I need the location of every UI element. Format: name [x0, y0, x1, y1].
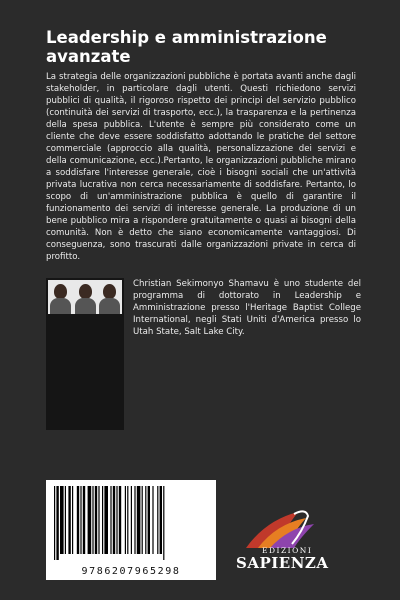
- author-portrait: [73, 280, 98, 314]
- author-photo: [46, 278, 124, 430]
- author-portrait: [97, 280, 122, 314]
- author-portrait-strip: [48, 280, 122, 314]
- publisher-name: SAPIENZA: [236, 554, 329, 572]
- barcode-bars: [52, 486, 210, 560]
- isbn-barcode: [46, 480, 216, 580]
- back-cover-blurb: La strategia delle organizzazioni pubbliche è portata avanti anche dagli stakeholder, in particolare dagli utenti. Questi richiedono servizi pubblici di qualità, il rigoroso rispetto dei principi del servizio pubblico (continuità dei servizi di trasporto, ecc.), la trasparenza e la pertinenza della spesa pubblica. L'utente è sempre più considerato come un cliente che deve essere soddisfatto adottando le pratiche del settore commerciale (approccio alla qualità, personalizzazione dei servizi e della comunicazione, ecc.).Pertanto, le organizzazioni pubbliche mirano a soddisfare l'interesse generale, cioè i bisogni sociali che un'attività privata lucrativa non cerca necessariamente di soddisfare. Pertanto, lo scopo di un'amministrazione pubblica è quello di garantire il funzionamento dei servizi di interesse generale. La produzione di un bene pubblico mira a rispondere gratuitamente o quasi ai bisogni della comunità. Non è detto che siano economicamente vantaggiosi. Di conseguenza, sono trascurati dalle organizzazioni private in cerca di profitto.: [46, 72, 356, 262]
- book-title: Leadership e amministrazione avanzate: [46, 28, 327, 66]
- author-portrait: [48, 280, 73, 314]
- author-bio: Christian Sekimonyo Shamavu è uno studente del programma di dottorato in Leadership e Amministrazione presso l'Heritage Baptist College International, negli Stati Uniti d'America presso lo Utah State, Salt Lake City.: [133, 279, 361, 337]
- publisher-name-small: EDIZIONI: [262, 546, 313, 555]
- feather-quill-icon: [236, 510, 336, 550]
- isbn-number: 9786207965298: [81, 566, 181, 577]
- publisher-logo: [236, 510, 336, 570]
